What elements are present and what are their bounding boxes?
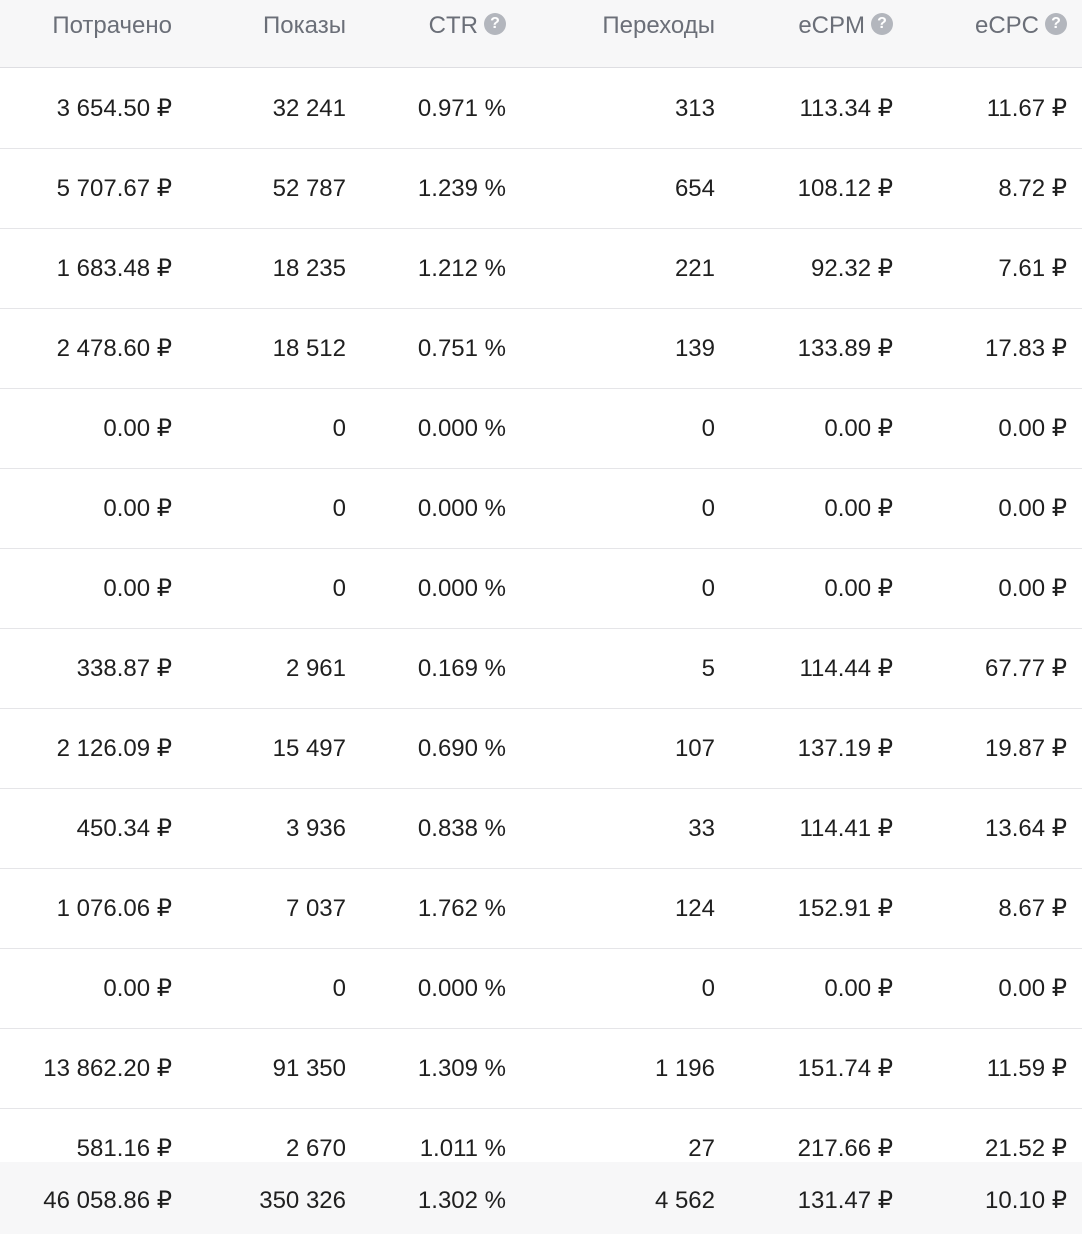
cell-spent: 0.00 ₽ bbox=[103, 495, 172, 522]
cell-ecpc: 0.00 ₽ bbox=[998, 575, 1067, 602]
cell-clicks: 124 bbox=[674, 895, 715, 922]
column-header-label: Показы bbox=[263, 12, 346, 39]
total-spent: 46 058.86 ₽ bbox=[43, 1187, 172, 1214]
cell-spent: 0.00 ₽ bbox=[103, 975, 172, 1002]
cell-ctr: 0.838 % bbox=[417, 815, 506, 842]
column-header-label: eCPC bbox=[974, 12, 1039, 39]
table-row bbox=[0, 789, 1082, 869]
cell-ecpm: 114.44 ₽ bbox=[799, 655, 893, 682]
cell-ecpc: 19.87 ₽ bbox=[985, 735, 1067, 762]
cell-clicks: 0 bbox=[701, 415, 715, 442]
cell-impressions: 0 bbox=[332, 415, 346, 442]
cell-clicks: 0 bbox=[701, 975, 715, 1002]
cell-ecpm: 0.00 ₽ bbox=[824, 495, 893, 522]
cell-impressions: 0 bbox=[332, 495, 346, 522]
cell-ecpm: 114.41 ₽ bbox=[799, 815, 893, 842]
cell-impressions: 15 497 bbox=[272, 735, 346, 762]
column-header-label: eCPM bbox=[798, 12, 865, 39]
cell-spent: 0.00 ₽ bbox=[103, 575, 172, 602]
cell-ctr: 0.000 % bbox=[417, 415, 506, 442]
cell-impressions: 18 512 bbox=[272, 335, 346, 362]
cell-ctr: 0.000 % bbox=[417, 975, 506, 1002]
cell-clicks: 1 196 bbox=[654, 1055, 715, 1082]
cell-ecpc: 8.67 ₽ bbox=[998, 895, 1067, 922]
cell-ctr: 1.309 % bbox=[417, 1055, 506, 1082]
cell-impressions: 0 bbox=[332, 975, 346, 1002]
table-row bbox=[0, 149, 1082, 229]
question-circle-icon[interactable]: ? bbox=[1045, 13, 1067, 35]
cell-ecpm: 108.12 ₽ bbox=[797, 175, 893, 202]
cell-impressions: 91 350 bbox=[272, 1055, 346, 1082]
cell-ecpc: 17.83 ₽ bbox=[985, 335, 1067, 362]
table-row bbox=[0, 949, 1082, 1029]
cell-spent: 450.34 ₽ bbox=[76, 815, 172, 842]
cell-ecpm: 152.91 ₽ bbox=[797, 895, 893, 922]
cell-spent: 3 654.50 ₽ bbox=[56, 95, 172, 122]
table-header bbox=[0, 0, 1082, 68]
table-row bbox=[0, 469, 1082, 549]
cell-impressions: 2 961 bbox=[285, 655, 346, 682]
cell-ctr: 1.011 % bbox=[419, 1135, 506, 1162]
table-row bbox=[0, 709, 1082, 789]
cell-ecpm: 0.00 ₽ bbox=[824, 975, 893, 1002]
cell-ecpm: 137.19 ₽ bbox=[797, 735, 893, 762]
table-row bbox=[0, 69, 1082, 149]
cell-ecpc: 13.64 ₽ bbox=[985, 815, 1067, 842]
cell-impressions: 18 235 bbox=[272, 255, 346, 282]
cell-impressions: 7 037 bbox=[285, 895, 346, 922]
table-row bbox=[0, 309, 1082, 389]
question-circle-icon[interactable]: ? bbox=[484, 13, 506, 35]
cell-ctr: 1.239 % bbox=[417, 175, 506, 202]
cell-spent: 0.00 ₽ bbox=[103, 415, 172, 442]
table-row bbox=[0, 629, 1082, 709]
question-circle-icon[interactable]: ? bbox=[871, 13, 893, 35]
column-header-spent[interactable] bbox=[52, 0, 172, 52]
cell-ctr: 0.000 % bbox=[417, 575, 506, 602]
cell-spent: 2 478.60 ₽ bbox=[56, 335, 172, 362]
total-impressions: 350 326 bbox=[259, 1187, 346, 1214]
cell-spent: 1 076.06 ₽ bbox=[56, 895, 172, 922]
table-row bbox=[0, 229, 1082, 309]
cell-ctr: 0.971 % bbox=[417, 95, 506, 122]
cell-clicks: 221 bbox=[674, 255, 715, 282]
cell-spent: 338.87 ₽ bbox=[76, 655, 172, 682]
table-totals-row bbox=[0, 1162, 1082, 1234]
cell-ecpc: 0.00 ₽ bbox=[998, 495, 1067, 522]
column-header-label: Переходы bbox=[602, 12, 715, 39]
total-ecpm: 131.47 ₽ bbox=[797, 1187, 893, 1214]
cell-clicks: 313 bbox=[674, 95, 715, 122]
total-ecpc: 10.10 ₽ bbox=[985, 1187, 1067, 1214]
cell-clicks: 107 bbox=[674, 735, 715, 762]
cell-ecpc: 7.61 ₽ bbox=[998, 255, 1067, 282]
cell-ecpm: 217.66 ₽ bbox=[797, 1135, 893, 1162]
cell-spent: 1 683.48 ₽ bbox=[56, 255, 172, 282]
cell-spent: 5 707.67 ₽ bbox=[56, 175, 172, 202]
cell-ecpm: 133.89 ₽ bbox=[797, 335, 893, 362]
cell-clicks: 0 bbox=[701, 495, 715, 522]
table-row bbox=[0, 389, 1082, 469]
cell-clicks: 5 bbox=[701, 655, 715, 682]
cell-ecpc: 0.00 ₽ bbox=[998, 975, 1067, 1002]
cell-clicks: 27 bbox=[688, 1135, 715, 1162]
total-clicks: 4 562 bbox=[654, 1187, 715, 1214]
cell-ctr: 1.212 % bbox=[417, 255, 506, 282]
cell-ctr: 0.000 % bbox=[417, 495, 506, 522]
column-header-clicks[interactable] bbox=[602, 0, 715, 52]
cell-ecpc: 11.67 ₽ bbox=[986, 95, 1067, 122]
column-header-ctr[interactable] bbox=[429, 0, 506, 52]
cell-ctr: 1.762 % bbox=[417, 895, 506, 922]
cell-ecpm: 151.74 ₽ bbox=[797, 1055, 893, 1082]
cell-ecpm: 0.00 ₽ bbox=[824, 415, 893, 442]
cell-spent: 581.16 ₽ bbox=[76, 1135, 172, 1162]
cell-spent: 13 862.20 ₽ bbox=[43, 1055, 172, 1082]
cell-impressions: 3 936 bbox=[285, 815, 346, 842]
cell-ecpc: 21.52 ₽ bbox=[985, 1135, 1067, 1162]
cell-ecpc: 11.59 ₽ bbox=[986, 1055, 1067, 1082]
cell-ctr: 0.169 % bbox=[417, 655, 506, 682]
cell-ecpc: 8.72 ₽ bbox=[998, 175, 1067, 202]
table-row bbox=[0, 549, 1082, 629]
cell-impressions: 52 787 bbox=[272, 175, 346, 202]
column-header-ecpc[interactable] bbox=[975, 0, 1067, 52]
cell-clicks: 139 bbox=[674, 335, 715, 362]
cell-ecpm: 113.34 ₽ bbox=[799, 95, 893, 122]
cell-clicks: 0 bbox=[701, 575, 715, 602]
cell-impressions: 2 670 bbox=[285, 1135, 346, 1162]
cell-clicks: 654 bbox=[674, 175, 715, 202]
cell-ctr: 0.751 % bbox=[417, 335, 506, 362]
table-row bbox=[0, 869, 1082, 949]
cell-spent: 2 126.09 ₽ bbox=[56, 735, 172, 762]
column-header-label: CTR bbox=[428, 12, 478, 39]
column-header-impressions[interactable] bbox=[263, 0, 346, 52]
cell-ecpc: 67.77 ₽ bbox=[985, 655, 1067, 682]
cell-ecpm: 0.00 ₽ bbox=[824, 575, 893, 602]
cell-ecpc: 0.00 ₽ bbox=[998, 415, 1067, 442]
table-row bbox=[0, 1029, 1082, 1109]
cell-clicks: 33 bbox=[688, 815, 715, 842]
cell-impressions: 0 bbox=[332, 575, 346, 602]
cell-ctr: 0.690 % bbox=[417, 735, 506, 762]
cell-ecpm: 92.32 ₽ bbox=[811, 255, 893, 282]
cell-impressions: 32 241 bbox=[272, 95, 346, 122]
total-ctr: 1.302 % bbox=[417, 1187, 506, 1214]
column-header-label: Потрачено bbox=[52, 12, 172, 39]
column-header-ecpm[interactable] bbox=[798, 0, 893, 52]
